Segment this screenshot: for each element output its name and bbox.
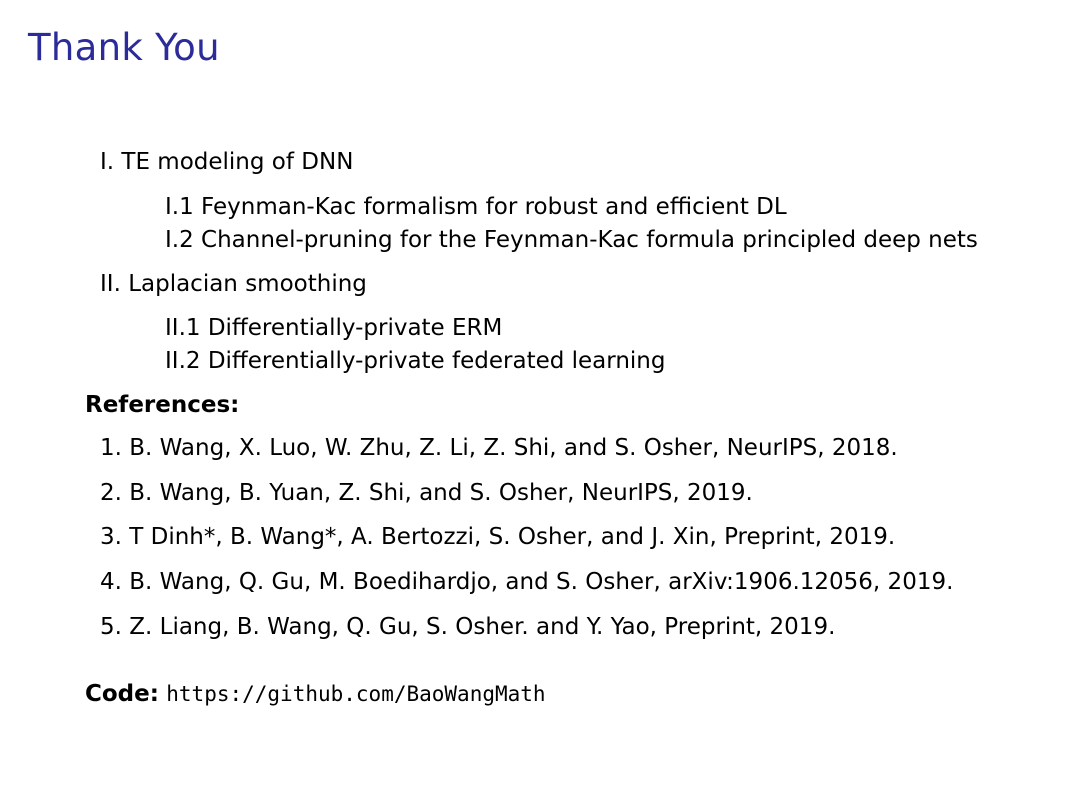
outline-subsection-1-1: I.1 Feynman-Kac formalism for robust and efficient DL <box>165 194 787 220</box>
outline-subsection-1-2: I.2 Channel-pruning for the Feynman-Kac formula principled deep nets <box>165 227 978 253</box>
reference-item-4: 4. B. Wang, Q. Gu, M. Boedihardjo, and S. Osher, arXiv:1906.12056, 2019. <box>100 569 954 595</box>
reference-item-1: 1. B. Wang, X. Luo, W. Zhu, Z. Li, Z. Shi, and S. Osher, NeurIPS, 2018. <box>100 435 898 461</box>
reference-item-5: 5. Z. Liang, B. Wang, Q. Gu, S. Osher. and Y. Yao, Preprint, 2019. <box>100 614 836 640</box>
reference-item-3: 3. T Dinh*, B. Wang*, A. Bertozzi, S. Osher, and J. Xin, Preprint, 2019. <box>100 524 896 550</box>
outline-subsection-2-2: II.2 Differentially-private federated learning <box>165 348 666 374</box>
code-url-link[interactable]: https://github.com/BaoWangMath <box>166 682 546 706</box>
code-label: Code: <box>85 681 159 707</box>
outline-subsection-2-1: II.1 Differentially-private ERM <box>165 315 503 341</box>
reference-item-2: 2. B. Wang, B. Yuan, Z. Shi, and S. Osher, NeurIPS, 2019. <box>100 480 753 506</box>
outline-section-2: II. Laplacian smoothing <box>100 271 367 297</box>
slide-title: Thank You <box>28 26 220 69</box>
code-line <box>85 681 546 707</box>
outline-section-1: I. TE modeling of DNN <box>100 149 354 175</box>
references-heading: References: <box>85 392 240 418</box>
